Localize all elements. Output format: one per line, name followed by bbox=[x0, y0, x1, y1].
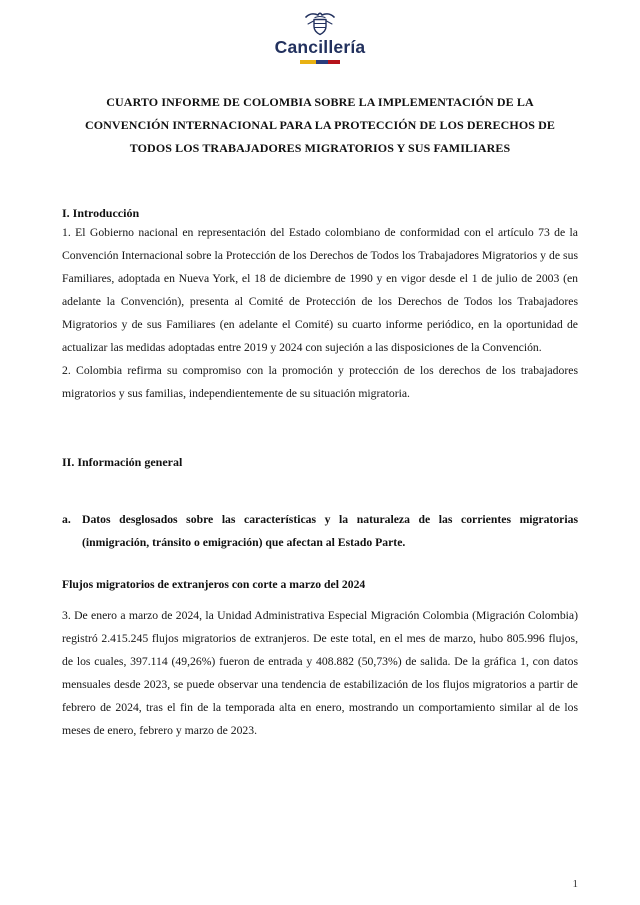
section-heading-general-information: II. Información general bbox=[62, 454, 183, 469]
flag-yellow-stripe bbox=[300, 60, 316, 64]
flag-red-stripe bbox=[328, 60, 340, 64]
colombia-crest-icon bbox=[303, 10, 337, 37]
flag-blue-stripe bbox=[316, 60, 328, 64]
paragraph-3: 3. De enero a marzo de 2024, la Unidad Administrativa Especial Migración Colombia (Migración Colombia) registró 2.415.245 flujos migratorios de extranjeros. De este total, en el mes de marzo, hubo 805.996 flujos, de los cuales, 397.114 (49,26%) fueron de entrada y 408.882 (50,73%) de salida. De la gráfica 1, con datos mensuales desde 2023, se puede observar una tendencia de estabilización de los flujos migratorios a partir de febrero de 2024, tras el fin de la temporada alta en enero, mostrando un comportamiento similar al de los meses de enero, febrero y marzo de 2023. bbox=[62, 608, 578, 737]
list-item-a bbox=[62, 508, 578, 555]
cancilleria-logo bbox=[62, 10, 578, 64]
colombia-flag-bar bbox=[300, 60, 340, 64]
section-heading-introduction: I. Introducción bbox=[62, 205, 140, 220]
paragraph-1: 1. El Gobierno nacional en representación del Estado colombiano de conformidad con el artículo 73 de la Convención Internacional sobre la Protección de los Derechos de Todos los Trabajadores Migratorios y de sus Familiares, adoptada en Nueva York, el 18 de diciembre de 1990 y en vigor desde el 1 de julio de 2003 (en adelante la Convención), presenta al Comité de Protección de los Derechos de Todos los Trabajadores Migratorios y de sus Familiares (en adelante el Comité) su cuarto informe periódico, en la oportunidad de actualizar las medidas adoptadas entre 2019 y 2024 con sujeción a las disposiciones de la Convención. bbox=[62, 225, 578, 354]
list-item-a-marker: a. bbox=[62, 512, 71, 526]
paragraph-2: 2. Colombia refirma su compromiso con la promoción y protección de los derechos de los trabajadores migratorios y sus familias, independientemente de su situación migratoria. bbox=[62, 363, 578, 400]
page-number: 1 bbox=[572, 878, 578, 890]
subsection-heading-migratory-flows: Flujos migratorios de extranjeros con corte a marzo del 2024 bbox=[62, 577, 366, 591]
list-item-a-text: Datos desglosados sobre las características y la naturaleza de las corrientes migratorias (inmigración, tránsito o emigración) que afectan al Estado Parte. bbox=[82, 512, 578, 550]
document-title bbox=[62, 91, 578, 160]
document-title-line-2: CONVENCIÓN INTERNACIONAL PARA LA PROTECCIÓN DE LOS DERECHOS DE bbox=[84, 117, 556, 132]
document-title-line-1: CUARTO INFORME DE COLOMBIA SOBRE LA IMPLEMENTACIÓN DE LA bbox=[106, 94, 534, 109]
document-title-line-3: TODOS LOS TRABAJADORES MIGRATORIOS Y SUS FAMILIARES bbox=[129, 140, 511, 155]
logo-wordmark: Cancillería bbox=[274, 37, 366, 57]
